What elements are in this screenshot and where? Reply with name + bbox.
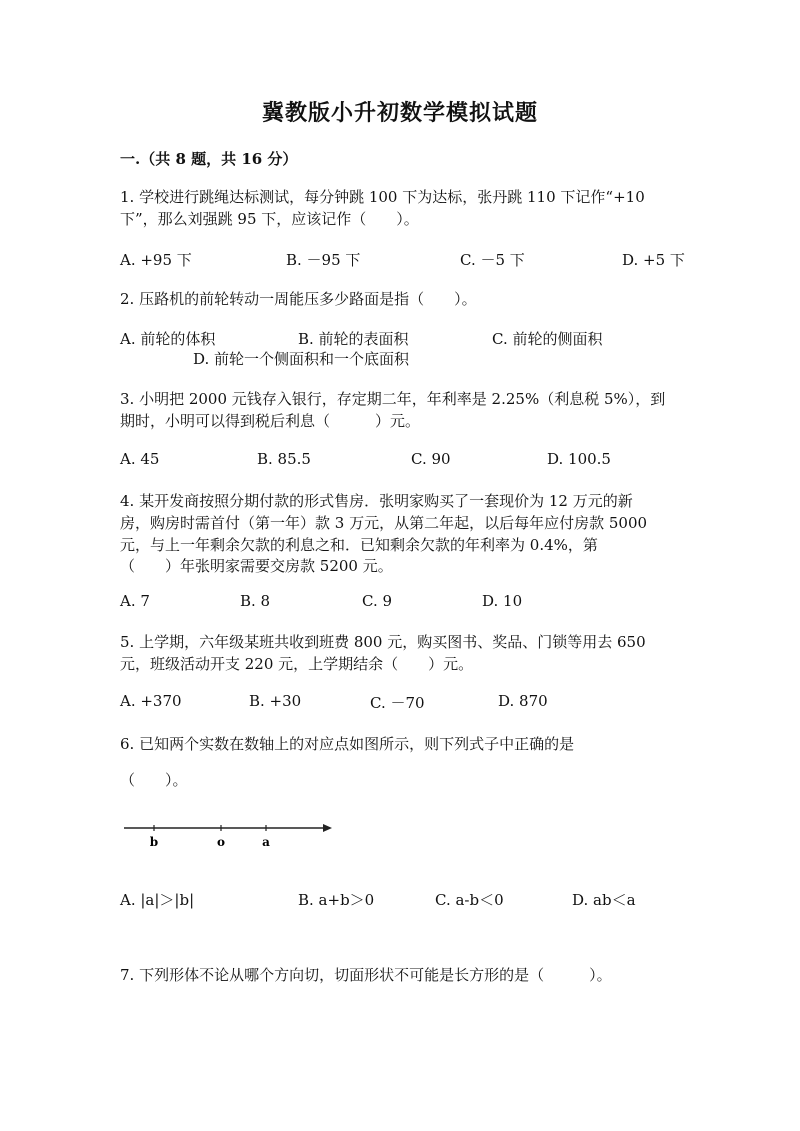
option-b: B. +30 (249, 692, 302, 710)
label-o: o (216, 835, 226, 849)
question-text-line: （ ）。 (120, 771, 188, 789)
option-a: A. 7 (120, 592, 150, 610)
option-b: B. 8 (240, 592, 271, 610)
option-c: C. －70 (370, 694, 425, 712)
question-text-line: 4. 某开发商按照分期付款的形式售房．张明家购买了一套现价为 12 万元的新 (120, 492, 633, 510)
question-text-line: 3. 小明把 2000 元钱存入银行，存定期二年，年利率是 2.25%（利息税 5%），到 (120, 390, 666, 408)
option-c: C. －5 下 (460, 251, 525, 269)
option-c: C. a-b＜0 (435, 891, 504, 909)
option-a: A. 45 (120, 450, 160, 468)
section-heading: 一.（共 8 题，共 16 分） (120, 150, 298, 168)
question-text-line: 期时，小明可以得到税后利息（ ）元。 (120, 412, 421, 430)
option-a: A. 前轮的体积 (120, 330, 216, 348)
option-a: A. +370 (120, 692, 182, 710)
number-line-figure (120, 818, 340, 858)
page-title: 冀教版小升初数学模拟试题 (261, 100, 538, 126)
option-a: A. |a|＞|b| (120, 891, 195, 909)
question-text-line: 7. 下列形体不论从哪个方向切，切面形状不可能是长方形的是（ ）。 (120, 966, 612, 984)
option-d: D. +5 下 (622, 251, 685, 269)
option-c: C. 前轮的侧面积 (492, 330, 603, 348)
option-d: D. 10 (482, 592, 523, 610)
option-d: D. 870 (498, 692, 548, 710)
question-text-line: 1. 学校进行跳绳达标测试，每分钟跳 100 下为达标，张丹跳 110 下记作“+10 (120, 188, 645, 206)
number-line-svg (120, 818, 340, 858)
question-text-line: （ ）年张明家需要交房款 5200 元。 (120, 557, 393, 575)
option-d: D. 前轮一个侧面积和一个底面积 (193, 350, 410, 368)
option-b: B. －95 下 (286, 251, 361, 269)
question-text-line: 元，与上一年剩余欠款的利息之和．已知剩余欠款的年利率为 0.4%，第 (120, 536, 598, 554)
label-a: a (262, 835, 270, 849)
question-text-line: 房，购房时需首付（第一年）款 3 万元，从第二年起，以后每年应付房款 5000 (120, 514, 648, 532)
option-d: D. ab＜a (572, 891, 636, 909)
option-c: C. 90 (411, 450, 451, 468)
option-b: B. 85.5 (257, 450, 311, 468)
question-text-line: 6. 已知两个实数在数轴上的对应点如图所示，则下列式子中正确的是 (120, 735, 575, 753)
question-text-line: 元，班级活动开支 220 元，上学期结余（ ）元。 (120, 655, 474, 673)
option-a: A. +95 下 (120, 251, 192, 269)
label-b: b (149, 835, 159, 849)
question-text-line: 2. 压路机的前轮转动一周能压多少路面是指（ ）。 (120, 290, 477, 308)
option-b: B. a+b＞0 (298, 891, 375, 909)
question-text-line: 下”，那么刘强跳 95 下，应该记作（ ）。 (120, 210, 419, 228)
option-c: C. 9 (362, 592, 393, 610)
question-text-line: 5. 上学期，六年级某班共收到班费 800 元，购买图书、奖品、门锁等用去 650 (120, 633, 646, 651)
option-b: B. 前轮的表面积 (298, 330, 409, 348)
option-d: D. 100.5 (547, 450, 611, 468)
number-line-arrow (323, 824, 332, 832)
